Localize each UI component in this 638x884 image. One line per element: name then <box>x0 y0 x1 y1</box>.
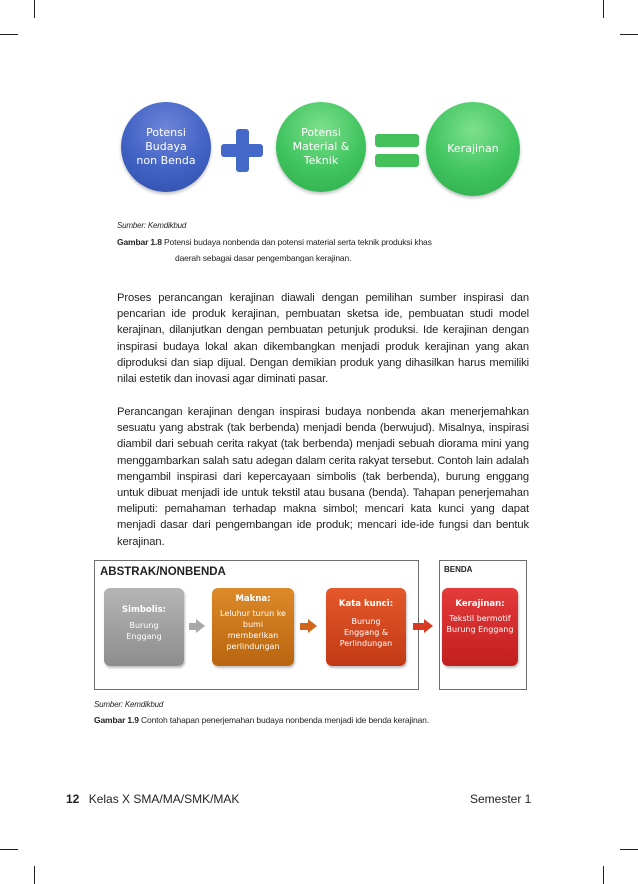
card-body: Leluhur turun ke bumi memberikan perlindungan <box>220 609 286 651</box>
plus-icon-vertical <box>236 129 249 172</box>
card-title: Simbolis: <box>121 605 167 615</box>
crop-mark <box>34 0 35 18</box>
page-number: 12 <box>66 792 80 806</box>
crop-mark <box>0 34 18 35</box>
card-title: Kerajinan: <box>455 599 505 609</box>
body-paragraph: Proses perancangan kerajinan diawali dengan pemilihan sumber inspirasi dan pencarian ide produk kerajinan, pembuatan sketsa ide, pembuatan studi model kerajinan, dilanjutkan dengan pembuatan petunjuk produksi. Ide kerajinan dengan inspirasi budaya lokal akan dikembangkan menjadi produk kerajinan yang akan diproduksi dan siap dijual. Dengan demikian produk yang dihasilkan harus memiliki nilai estetik dan inovasi agar diminati pasar. <box>117 292 529 386</box>
makna-card <box>212 588 294 666</box>
book-title: Kelas X SMA/MA/SMK/MAK <box>88 792 240 806</box>
arrow-icon-head <box>196 619 205 633</box>
arrow-icon-head <box>424 619 433 633</box>
semester-label: Semester 1 <box>470 792 532 806</box>
caption-label: Gambar 1.8 <box>117 237 162 247</box>
kata-kunci-card <box>326 588 406 666</box>
equals-icon-bottom <box>375 154 419 167</box>
kerajinan-circle <box>426 102 520 196</box>
kerajinan-card <box>442 588 518 666</box>
abstract-label: ABSTRAK/NONBENDA <box>100 566 226 578</box>
card-body: Tekstil bermotif Burung Enggang <box>446 614 514 634</box>
crop-mark <box>34 866 35 884</box>
potensi-material-circle <box>276 102 366 192</box>
arrow-icon <box>413 623 424 630</box>
circle-label: Potensi Budaya non Benda <box>136 126 196 167</box>
figure-source: Sumber: Kemdikbud <box>94 700 164 709</box>
crop-mark <box>603 0 604 18</box>
card-title: Kata kunci: <box>338 599 394 609</box>
body-paragraph: Perancangan kerajinan dengan inspirasi budaya nonbenda akan menerjemahkan sesuatu yang abstrak (tak berbenda) menjadi benda (berwujud). Misalnya, inspirasi diambil dari sebuah cerita rakyat (tak berbenda) menjadi sebuah diorama mini yang menggambarkan salah satu adegan dalam cerita rakyat tersebut. Contoh lain adalah mengambil inspirasi dari kepercayaan simbolis (tak berbenda), burung enggang untuk dibuat menjadi ide untuk tekstil atau busana (benda). Tahapan penerjemahan meliputi: pemahaman terhadap makna simbol; mencari kata kunci yang dapat menjadi dasar dari pengembangan ide produk; mencari ide-ide fungsi dan bentuk kerajinan. <box>117 406 529 548</box>
circle-label: Potensi Material & Teknik <box>292 126 350 167</box>
crop-mark <box>620 849 638 850</box>
crop-mark <box>0 849 18 850</box>
caption-text: Potensi budaya nonbenda dan potensi material serta teknik produksi khas <box>164 237 432 247</box>
benda-label: BENDA <box>444 565 473 574</box>
caption-text: daerah sebagai dasar pengembangan kerajinan. <box>175 253 352 263</box>
potensi-budaya-circle <box>121 102 211 192</box>
page-footer <box>66 792 239 806</box>
card-body: Burung Enggang & Perlindungan <box>339 617 393 648</box>
arrow-icon <box>300 623 308 630</box>
arrow-icon-head <box>308 619 317 633</box>
circle-label: Kerajinan <box>447 142 499 155</box>
caption-text: Contoh tahapan penerjemahan budaya nonbenda menjadi ide benda kerajinan. <box>141 715 429 725</box>
simbolis-card <box>104 588 184 666</box>
crop-mark <box>620 34 638 35</box>
arrow-icon <box>189 623 196 630</box>
figure-source: Sumber: Kemdikbud <box>117 221 187 230</box>
equals-icon-top <box>375 134 419 147</box>
card-title: Makna: <box>235 594 271 604</box>
card-body: Burung Enggang <box>126 621 162 641</box>
caption-label: Gambar 1.9 <box>94 715 139 725</box>
figure-caption <box>117 234 537 266</box>
crop-mark <box>603 866 604 884</box>
figure-caption <box>94 712 534 728</box>
